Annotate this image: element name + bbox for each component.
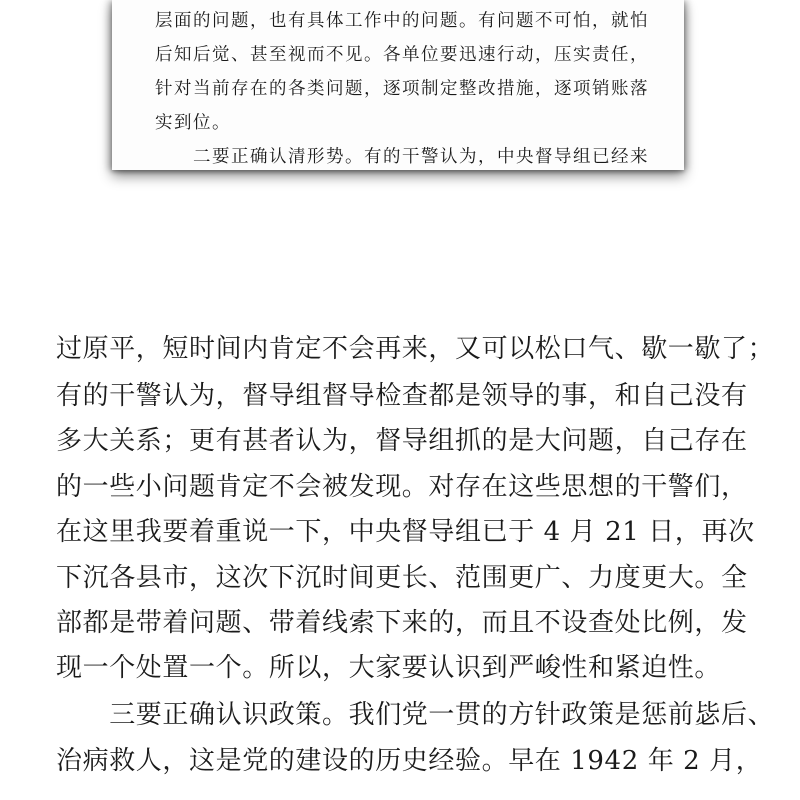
body-text-line: 有的干警认为，督导组督导检查都是领导的事，和自己没有 (56, 381, 748, 411)
card-text-line: 实到位。 (155, 113, 231, 133)
body-text-line: 多大关系；更有甚者认为，督导组抓的是大问题，自己存在 (56, 426, 748, 456)
body-text-line: 下沉各县市，这次下沉时间更长、范围更广、力度更大。全 (56, 563, 748, 593)
body-text-line: 治病救人，这是党的建设的历史经验。早在 1942 年 2 月， (56, 746, 763, 776)
body-text-line: 的一些小问题肯定不会被发现。对存在这些思想的干警们， (56, 472, 748, 502)
card-text-line: 层面的问题，也有具体工作中的问题。有问题不可怕，就怕 (155, 11, 649, 31)
document-preview-card (112, 0, 684, 170)
body-text-line: 三要正确认识政策。我们党一贯的方针政策是惩前毖后、 (56, 700, 775, 730)
body-text-line: 过原平，短时间内肯定不会再来，又可以松口气、歇一歇了； (56, 334, 775, 364)
card-text-line: 后知后觉、甚至视而不见。各单位要迅速行动，压实责任， (155, 45, 649, 65)
card-text-line: 二要正确认清形势。有的干警认为，中央督导组已经来 (155, 147, 649, 167)
body-text-line: 部都是带着问题、带着线索下来的，而且不设查处比例，发 (56, 608, 748, 638)
body-text-line: 在这里我要着重说一下，中央督导组已于 4 月 21 日，再次 (56, 517, 755, 547)
body-text-line: 现一个处置一个。所以，大家要认识到严峻性和紧迫性。 (56, 653, 722, 683)
card-text-line: 针对当前存在的各类问题，逐项制定整改措施，逐项销账落 (155, 79, 649, 99)
